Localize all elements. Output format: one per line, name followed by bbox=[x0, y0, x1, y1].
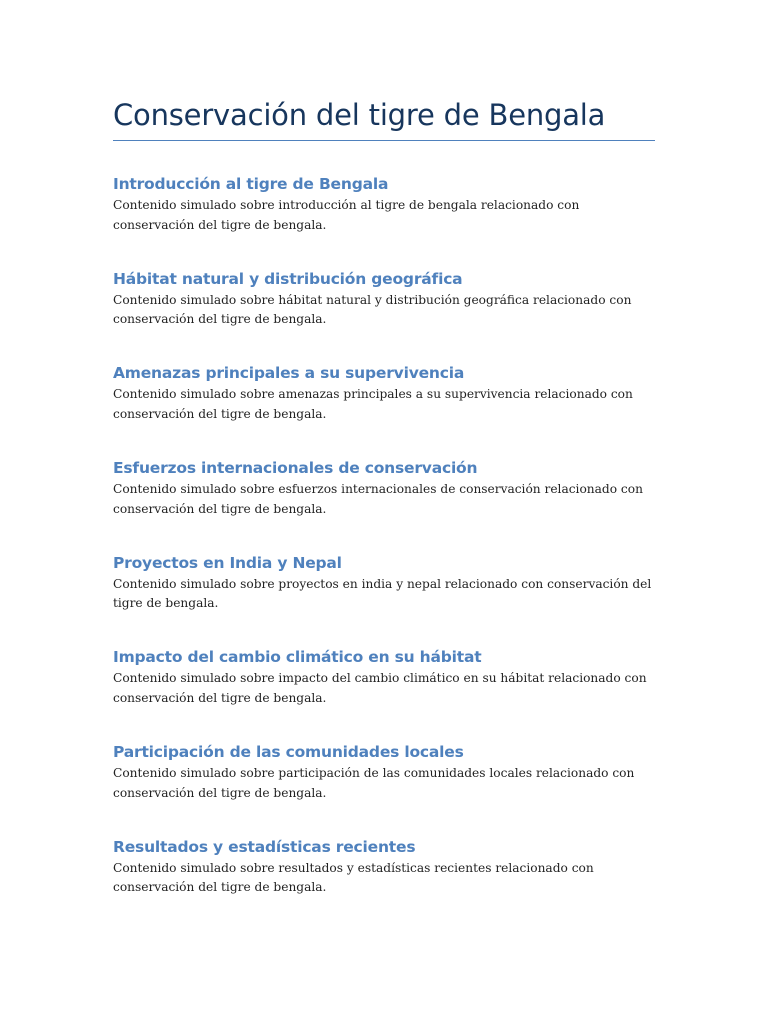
section-heading: Amenazas principales a su supervivencia bbox=[113, 364, 465, 383]
section-participacion bbox=[113, 740, 655, 835]
section-body: Contenido simulado sobre resultados y estadísticas recientes relacionado con conservación del tigre de bengala. bbox=[113, 860, 594, 895]
section-body: Contenido simulado sobre esfuerzos internacionales de conservación relacionado con conservación del tigre de bengala. bbox=[113, 482, 643, 516]
section-proyectos bbox=[113, 551, 655, 646]
section-impacto bbox=[113, 645, 655, 740]
section-body: Contenido simulado sobre participación de las comunidades locales relacionado con conservación del tigre de bengala. bbox=[113, 766, 635, 800]
section-amenazas bbox=[113, 361, 655, 456]
document-title: Conservación del tigre de Bengala bbox=[113, 0, 655, 141]
section-heading: Participación de las comunidades locales bbox=[113, 743, 464, 762]
section-resultados bbox=[113, 835, 655, 930]
sections-list bbox=[113, 172, 655, 930]
section-introduccion bbox=[113, 172, 655, 267]
section-body: Contenido simulado sobre proyectos en india y nepal relacionado con conservación del tigre de bengala. bbox=[113, 576, 652, 611]
section-esfuerzos bbox=[113, 456, 655, 551]
section-habitat bbox=[113, 267, 655, 362]
section-body: Contenido simulado sobre amenazas principales a su supervivencia relacionado con conservación del tigre de bengala. bbox=[113, 387, 633, 421]
section-heading: Introducción al tigre de Bengala bbox=[113, 175, 389, 193]
document-page bbox=[113, 0, 655, 930]
section-heading: Impacto del cambio climático en su hábitat bbox=[113, 648, 482, 667]
section-heading: Proyectos en India y Nepal bbox=[113, 553, 342, 572]
section-body: Contenido simulado sobre hábitat natural y distribución geográfica relacionado con conservación del tigre de bengala. bbox=[113, 292, 632, 327]
section-body: Contenido simulado sobre introducción al tigre de bengala relacionado con conservación del tigre de bengala. bbox=[113, 198, 580, 232]
section-heading: Hábitat natural y distribución geográfica bbox=[113, 269, 463, 288]
section-heading: Esfuerzos internacionales de conservación bbox=[113, 459, 478, 478]
section-heading: Resultados y estadísticas recientes bbox=[113, 837, 416, 856]
section-body: Contenido simulado sobre impacto del cambio climático en su hábitat relacionado con conservación del tigre de bengala. bbox=[113, 671, 647, 705]
